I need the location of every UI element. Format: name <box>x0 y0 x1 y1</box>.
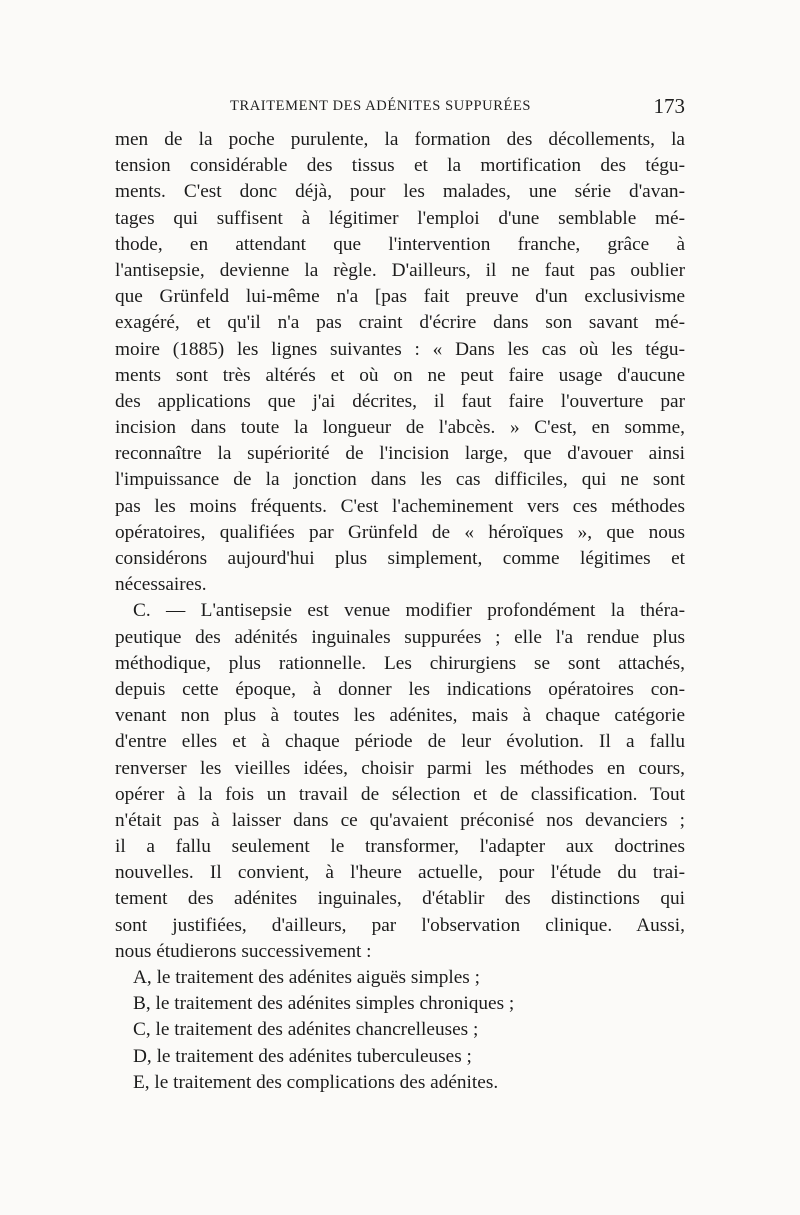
text-line: pas les moins fréquents. C'est l'acheminement vers ces méthodes <box>115 495 685 517</box>
text-line: thode, en attendant que l'intervention franche, grâce à <box>115 233 685 255</box>
text-line: nous étudierons successivement : <box>115 940 372 962</box>
text-line: considérons aujourd'hui plus simplement, comme légitimes et <box>115 548 685 569</box>
text-line: des applications que j'ai décrites, il faut faire l'ouverture par <box>115 390 685 412</box>
text-line: men de la poche purulente, la formation des décollements, la <box>115 129 685 150</box>
text-line: depuis cette époque, à donner les indications opératoires con- <box>115 678 685 700</box>
page-number: 173 <box>653 94 685 118</box>
text-line: nouvelles. Il convient, à l'heure actuelle, pour l'étude du trai- <box>115 862 685 884</box>
text-line: reconnaître la supériorité de l'incision large, que d'avouer ainsi <box>115 443 685 465</box>
text-line: méthodique, plus rationnelle. Les chirurgiens se sont attachés, <box>115 652 685 674</box>
text-line: renverser les vieilles idées, choisir parmi les méthodes en cours, <box>115 757 685 779</box>
list-item: C, le traitement des adénites chancrelleuses ; <box>133 1019 479 1041</box>
text-line: moire (1885) les lignes suivantes : « Dans les cas où les tégu- <box>115 338 685 360</box>
text-line: il a fallu seulement le transformer, l'adapter aux doctrines <box>115 836 685 858</box>
paragraph-1 <box>115 127 685 598</box>
list-item: E, le traitement des complications des adénites. <box>133 1071 499 1093</box>
running-head <box>115 96 685 122</box>
text-line: ments. C'est donc déjà, pour les malades, une série d'avan- <box>115 181 685 203</box>
text-line: ments sont très altérés et où on ne peut faire usage d'aucune <box>115 364 685 386</box>
text-line: exagéré, et qu'il n'a pas craint d'écrire dans son savant mé- <box>115 312 685 334</box>
list-item: B, le traitement des adénites simples chroniques ; <box>133 993 515 1015</box>
text-line: tement des adénites inguinales, d'établir des distinctions qui <box>115 888 685 910</box>
text-line: nécessaires. <box>115 574 207 596</box>
text-line: tension considérable des tissus et la mortification des tégu- <box>115 155 685 177</box>
text-line: opérer à la fois un travail de sélection et de classification. Tout <box>115 783 685 805</box>
text-line: venant non plus à toutes les adénites, mais à chaque catégorie <box>115 705 685 727</box>
text-line: tages qui suffisent à légitimer l'emploi d'une semblable mé- <box>115 207 685 229</box>
treatment-list <box>115 965 685 1096</box>
list-item: D, le traitement des adénites tuberculeuses ; <box>133 1045 472 1067</box>
text-line: l'antisepsie, devienne la règle. D'ailleurs, il ne faut pas oublier <box>115 259 685 281</box>
body-text <box>115 127 685 1096</box>
text-line: sont justifiées, d'ailleurs, par l'observation clinique. Aussi, <box>115 914 685 936</box>
list-item: A, le traitement des adénites aiguës simples ; <box>133 967 480 988</box>
text-line: opératoires, qualifiées par Grünfeld de « héroïques », que nous <box>115 521 685 543</box>
text-line: C. — L'antisepsie est venue modifier profondément la théra- <box>133 600 685 622</box>
text-line: peutique des adénités inguinales suppurées ; elle l'a rendue plus <box>115 626 685 648</box>
text-line: incision dans toute la longueur de l'abcès. » C'est, en somme, <box>115 417 685 439</box>
text-line: n'était pas à laisser dans ce qu'avaient préconisé nos devanciers ; <box>115 809 685 831</box>
running-head-title: TRAITEMENT DES ADÉNITES SUPPURÉES <box>230 98 532 114</box>
text-line: que Grünfeld lui-même n'a [pas fait preuve d'un exclusivisme <box>115 286 685 308</box>
text-line: l'impuissance de la jonction dans les cas difficiles, qui ne sont <box>115 469 685 491</box>
text-line: d'entre elles et à chaque période de leur évolution. Il a fallu <box>115 731 685 753</box>
paragraph-2 <box>115 598 685 965</box>
